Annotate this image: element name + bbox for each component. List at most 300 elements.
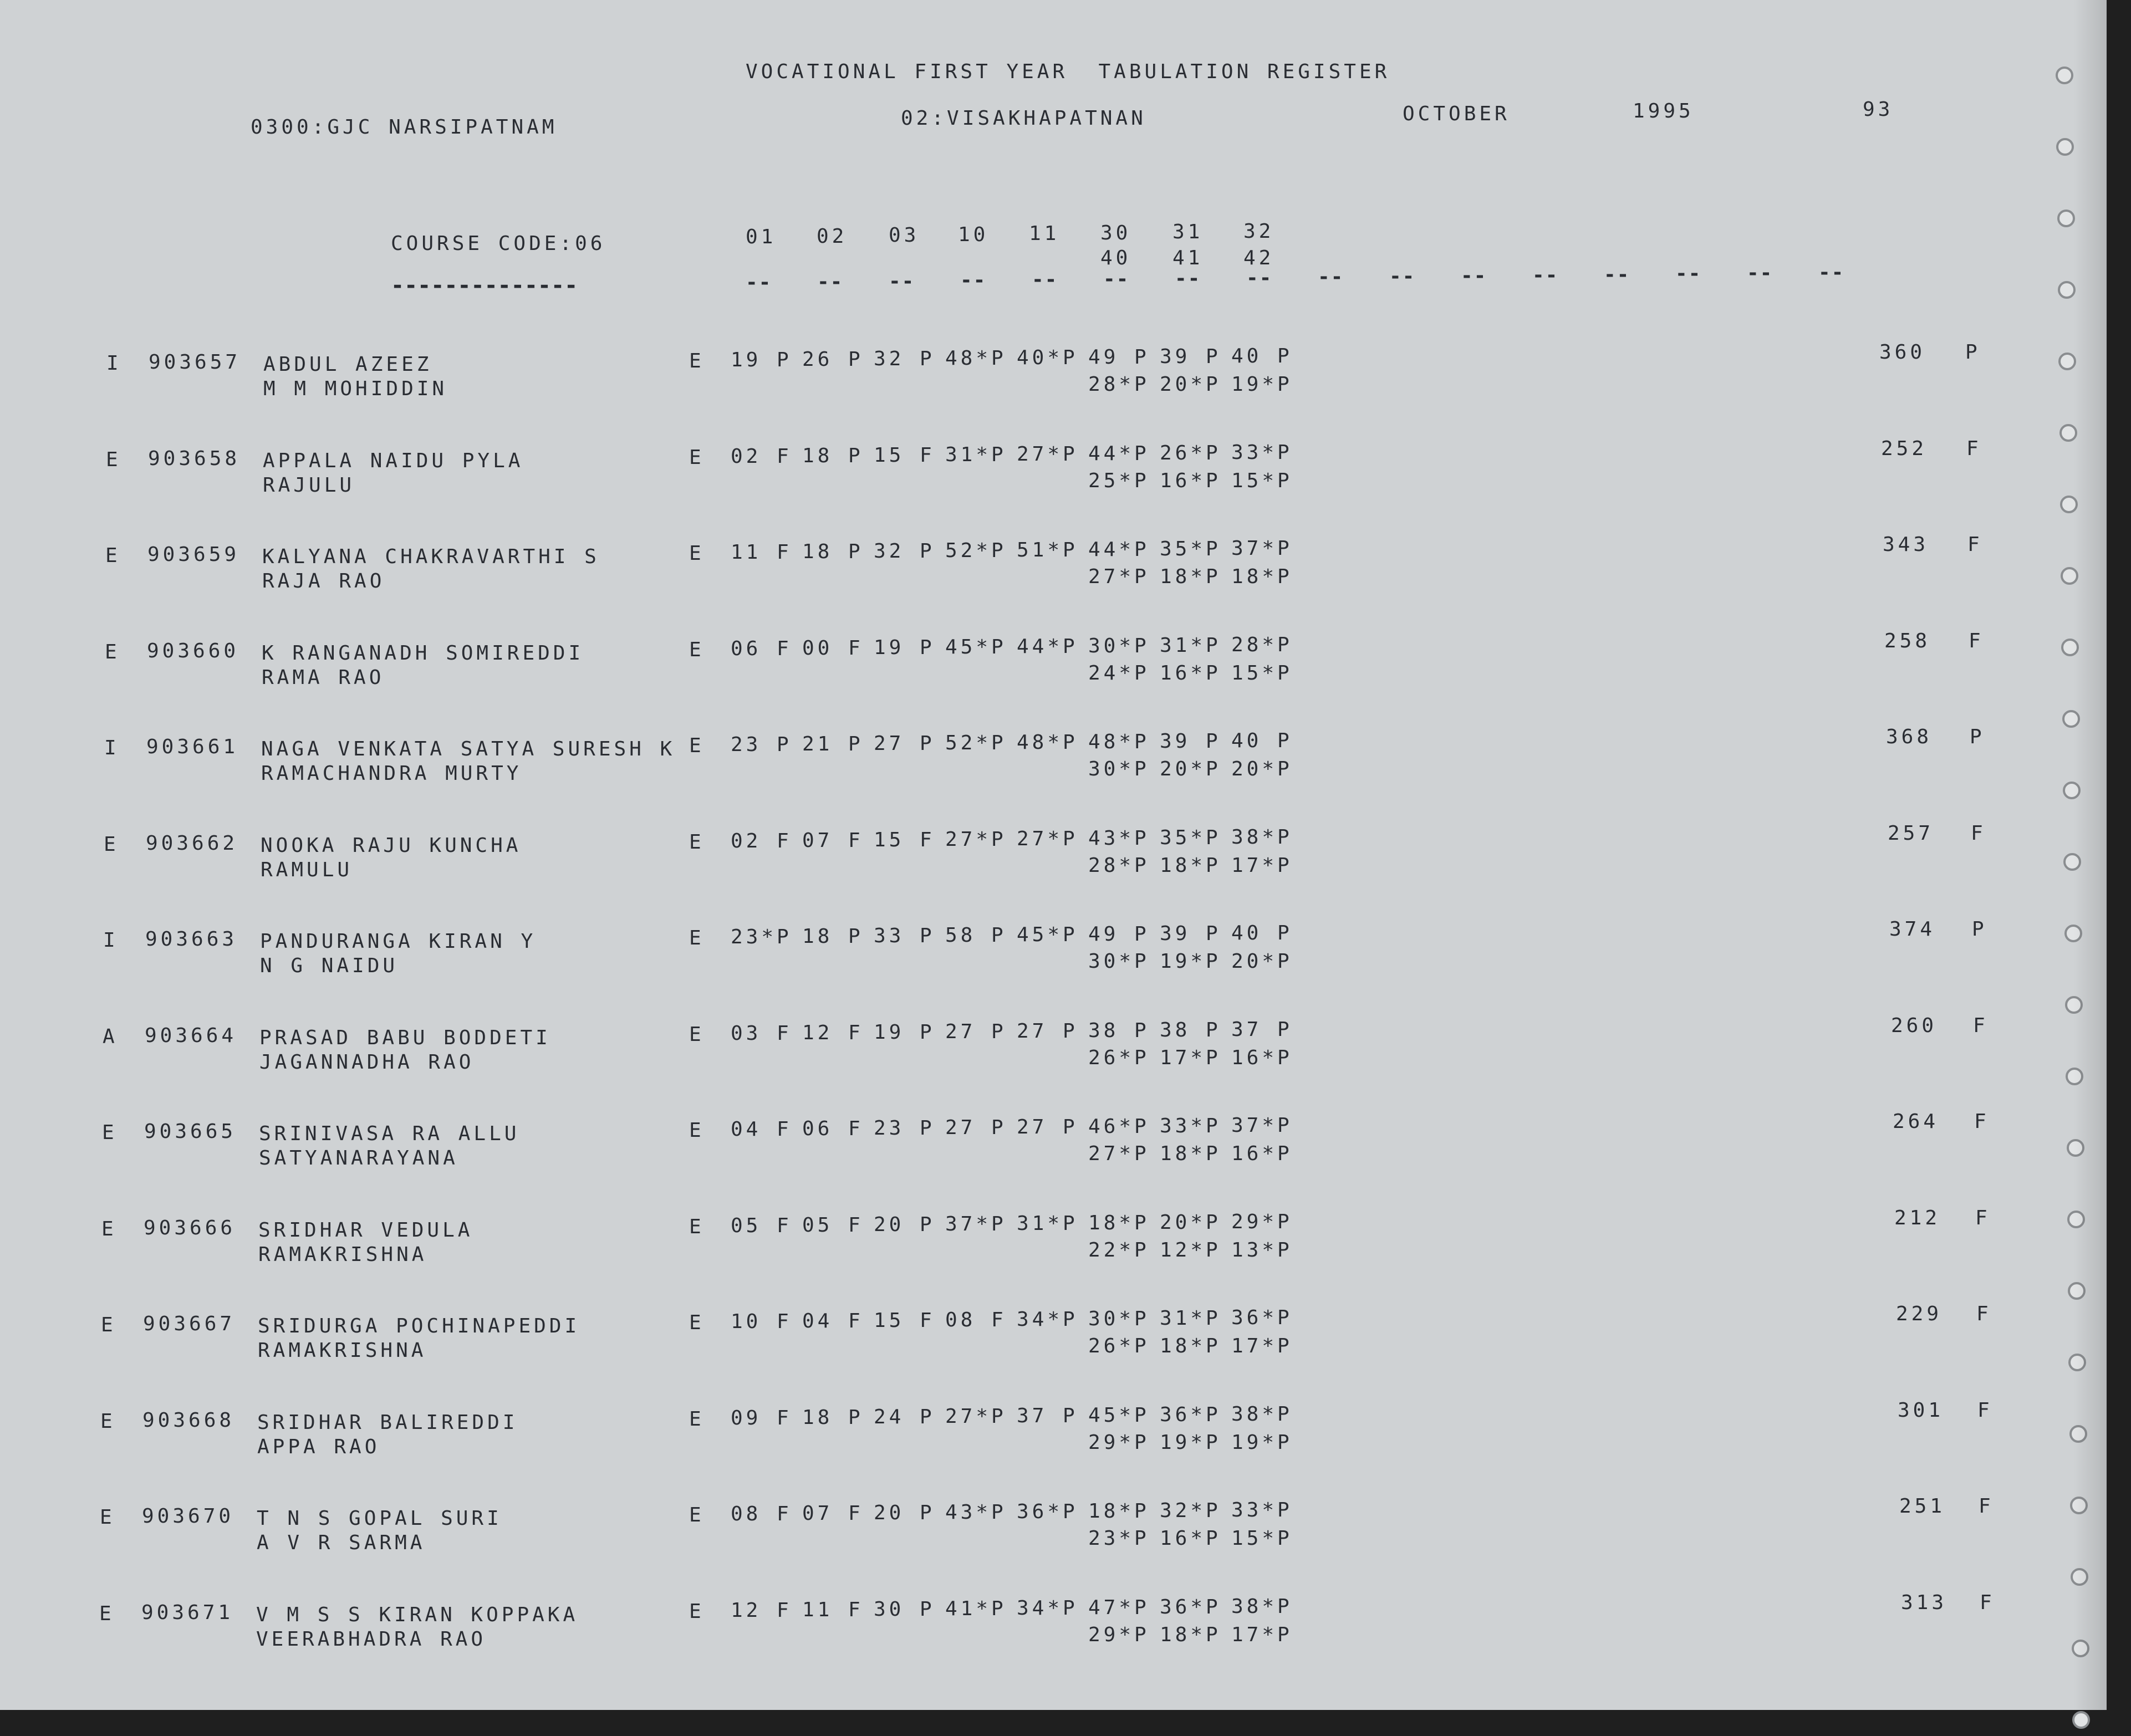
subject-mark-sub: 28*P bbox=[1088, 854, 1150, 877]
student-name: KALYANA CHAKRAVARTHI S bbox=[262, 545, 600, 568]
subject-mark-sub: 15*P bbox=[1231, 661, 1293, 685]
total-marks: 368 bbox=[1886, 726, 1933, 748]
subject-mark-sub: 30*P bbox=[1088, 950, 1150, 973]
total-marks: 252 bbox=[1881, 437, 1928, 460]
total-marks: 258 bbox=[1884, 629, 1931, 652]
sprocket-hole bbox=[2066, 1068, 2083, 1085]
subject-mark-sub: 26*P bbox=[1088, 1335, 1150, 1357]
result-code: F bbox=[1974, 1110, 1990, 1133]
father-name: RAMULU bbox=[261, 858, 353, 881]
column-dash: -- bbox=[889, 269, 915, 293]
father-name: JAGANNADHA RAO bbox=[259, 1050, 475, 1074]
father-name: VEERABHADRA RAO bbox=[256, 1627, 487, 1651]
student-name: PANDURANGA KIRAN Y bbox=[260, 930, 537, 953]
subject-mark: 18 P bbox=[802, 1406, 864, 1429]
subject-mark-sub: 18*P bbox=[1160, 565, 1221, 588]
sprocket-hole bbox=[2059, 424, 2077, 442]
subject-mark: 33 P bbox=[874, 925, 935, 947]
subject-mark-sub: 16*P bbox=[1160, 469, 1221, 492]
subject-mark: 38 P bbox=[1160, 1018, 1221, 1041]
subject-mark: 28*P bbox=[1231, 633, 1293, 656]
subject-mark-sub: 17*P bbox=[1160, 1046, 1221, 1069]
subject-mark: 27 P bbox=[874, 732, 935, 755]
result-code: F bbox=[1967, 533, 1983, 556]
subject-mark: 18 P bbox=[802, 925, 864, 948]
exam-year: 1995 bbox=[1633, 100, 1694, 122]
subject-mark-sub: 17*P bbox=[1231, 1623, 1293, 1646]
total-marks: 257 bbox=[1888, 821, 1934, 845]
medium-code: E bbox=[689, 1119, 705, 1142]
subject-mark: 32 P bbox=[874, 348, 935, 370]
subject-mark: 21 P bbox=[802, 733, 864, 755]
roll-number: 903659 bbox=[147, 543, 240, 566]
result-code: F bbox=[1969, 629, 1984, 652]
subject-mark: 27 P bbox=[1017, 1116, 1078, 1138]
father-name: RAJULU bbox=[263, 473, 355, 497]
father-name: RAJA RAO bbox=[262, 570, 385, 593]
subject-mark: 35*P bbox=[1160, 826, 1221, 849]
student-status: E bbox=[104, 833, 119, 856]
student-row bbox=[0, 1591, 2107, 1666]
subject-mark: 27*P bbox=[945, 1405, 1007, 1428]
subject-mark-sub: 27*P bbox=[1088, 565, 1150, 588]
sprocket-hole bbox=[2060, 496, 2078, 513]
subject-mark-sub: 29*P bbox=[1088, 1431, 1150, 1454]
student-status: A bbox=[103, 1025, 118, 1048]
subject-mark: 26 P bbox=[802, 348, 864, 371]
student-row bbox=[0, 726, 2107, 800]
student-row bbox=[0, 1206, 2107, 1281]
subject-mark: 49 P bbox=[1088, 346, 1150, 369]
medium-code: E bbox=[689, 1600, 705, 1623]
column-dash: -- bbox=[1318, 265, 1344, 289]
subject-mark: 19 P bbox=[874, 1020, 935, 1044]
subject-mark-sub: 15*P bbox=[1231, 1527, 1293, 1550]
subject-mark: 36*P bbox=[1231, 1306, 1293, 1329]
subject-mark: 30*P bbox=[1088, 1308, 1150, 1330]
subject-mark: 27*P bbox=[1017, 442, 1078, 466]
roll-number: 903670 bbox=[142, 1505, 234, 1528]
column-subcode: 40 bbox=[1100, 247, 1131, 269]
subject-mark-sub: 16*P bbox=[1231, 1046, 1293, 1069]
subject-mark: 27 P bbox=[945, 1020, 1007, 1043]
student-name: SRINIVASA RA ALLU bbox=[259, 1122, 520, 1145]
subject-mark: 40 P bbox=[1231, 345, 1293, 367]
sprocket-hole bbox=[2068, 1282, 2086, 1300]
medium-code: E bbox=[689, 734, 705, 757]
sprocket-hole bbox=[2067, 1211, 2085, 1228]
column-code: 03 bbox=[889, 224, 920, 247]
medium-code: E bbox=[689, 830, 705, 854]
subject-mark: 45*P bbox=[945, 635, 1007, 658]
column-code: 10 bbox=[958, 223, 989, 246]
subject-mark: 32 P bbox=[874, 540, 935, 563]
column-dash: -- bbox=[1675, 262, 1702, 285]
subject-mark-sub: 19*P bbox=[1231, 373, 1293, 396]
sprocket-hole bbox=[2068, 1354, 2086, 1371]
subject-mark: 52*P bbox=[945, 732, 1007, 754]
medium-code: E bbox=[689, 927, 705, 949]
student-row bbox=[0, 629, 2107, 704]
sprocket-hole bbox=[2061, 639, 2079, 656]
subject-mark: 27 P bbox=[1017, 1019, 1078, 1043]
roll-number: 903662 bbox=[146, 831, 238, 855]
subject-mark: 19 P bbox=[731, 349, 792, 371]
subject-mark: 35*P bbox=[1160, 538, 1221, 560]
subject-mark-sub: 22*P bbox=[1088, 1238, 1150, 1262]
college-code: 0300:GJC NARSIPATNAM bbox=[251, 116, 558, 139]
subject-mark: 19 P bbox=[874, 636, 935, 659]
subject-mark: 02 F bbox=[731, 829, 792, 852]
subject-mark-sub: 20*P bbox=[1160, 758, 1221, 780]
total-marks: 360 bbox=[1879, 341, 1926, 364]
subject-mark: 27*P bbox=[945, 828, 1007, 851]
student-name: SRIDHAR BALIREDDI bbox=[257, 1411, 518, 1434]
roll-number: 903666 bbox=[144, 1216, 236, 1239]
father-name: M M MOHIDDIN bbox=[263, 377, 448, 400]
column-dash: -- bbox=[817, 270, 844, 293]
medium-code: E bbox=[689, 1407, 705, 1431]
subject-mark: 07 F bbox=[802, 829, 864, 852]
subject-mark: 38*P bbox=[1231, 1595, 1293, 1618]
student-status: E bbox=[105, 640, 120, 663]
student-row bbox=[0, 533, 2107, 608]
subject-mark: 30*P bbox=[1088, 634, 1150, 657]
student-row bbox=[0, 1398, 2107, 1474]
subject-mark: 38*P bbox=[1231, 1402, 1293, 1426]
subject-mark: 18 P bbox=[802, 444, 864, 467]
subject-mark-sub: 18*P bbox=[1160, 1335, 1221, 1357]
subject-mark-sub: 13*P bbox=[1231, 1238, 1293, 1262]
total-marks: 313 bbox=[1901, 1591, 1948, 1614]
student-name: SRIDURGA POCHINAPEDDI bbox=[258, 1315, 580, 1337]
student-name: PRASAD BABU BODDETI bbox=[259, 1026, 551, 1049]
subject-mark: 47*P bbox=[1088, 1596, 1150, 1619]
subject-mark: 04 F bbox=[731, 1118, 792, 1141]
subject-mark: 12 F bbox=[731, 1599, 792, 1622]
student-status: E bbox=[100, 1506, 115, 1529]
subject-mark: 23*P bbox=[731, 926, 792, 948]
subject-mark: 31*P bbox=[945, 443, 1007, 466]
subject-mark-sub: 30*P bbox=[1088, 758, 1150, 780]
column-dash: -- bbox=[1461, 264, 1487, 287]
column-dash: -- bbox=[1103, 268, 1130, 290]
student-name: T N S GOPAL SURI bbox=[257, 1507, 502, 1530]
medium-code: E bbox=[689, 1215, 705, 1238]
subject-mark: 29*P bbox=[1231, 1210, 1293, 1233]
student-status: E bbox=[105, 544, 121, 567]
medium-code: E bbox=[689, 1311, 705, 1334]
father-name: APPA RAO bbox=[257, 1435, 380, 1458]
subject-mark: 40 P bbox=[1231, 729, 1293, 752]
subject-mark: 32*P bbox=[1160, 1499, 1221, 1522]
subject-mark: 15 F bbox=[874, 443, 935, 467]
subject-mark: 10 F bbox=[731, 1310, 792, 1333]
result-code: F bbox=[1966, 437, 1982, 460]
column-dash: -- bbox=[1818, 261, 1845, 284]
subject-mark: 36*P bbox=[1017, 1500, 1078, 1523]
father-name: RAMAKRISHNA bbox=[258, 1339, 427, 1362]
column-dash: -- bbox=[1604, 263, 1630, 286]
total-marks: 301 bbox=[1898, 1398, 1944, 1422]
subject-mark: 26*P bbox=[1160, 441, 1221, 464]
subject-mark: 15 F bbox=[874, 1309, 935, 1332]
father-name: RAMA RAO bbox=[262, 666, 385, 689]
subject-mark: 20 P bbox=[874, 1213, 935, 1236]
student-row bbox=[0, 1110, 2107, 1185]
student-row bbox=[0, 1303, 2107, 1377]
medium-code: E bbox=[689, 1023, 705, 1046]
subject-mark: 27 P bbox=[945, 1116, 1007, 1139]
subject-mark: 06 F bbox=[731, 637, 792, 660]
subject-mark-sub: 17*P bbox=[1231, 854, 1293, 877]
student-name: V M S S KIRAN KOPPAKA bbox=[256, 1603, 579, 1626]
subject-mark: 30 P bbox=[874, 1597, 935, 1621]
subject-mark: 08 F bbox=[731, 1503, 792, 1525]
roll-number: 903668 bbox=[142, 1408, 235, 1432]
exam-month: OCTOBER bbox=[1403, 103, 1510, 125]
roll-number: 903661 bbox=[146, 736, 239, 758]
subject-mark: 34*P bbox=[1017, 1308, 1078, 1331]
subject-mark-sub: 18*P bbox=[1160, 854, 1221, 877]
subject-mark: 33*P bbox=[1231, 1499, 1293, 1521]
father-name: N G NAIDU bbox=[260, 954, 399, 977]
subject-mark: 31*P bbox=[1017, 1212, 1078, 1235]
total-marks: 260 bbox=[1891, 1014, 1938, 1037]
subject-mark: 27*P bbox=[1017, 827, 1078, 850]
subject-mark: 06 F bbox=[802, 1117, 864, 1140]
subject-mark: 11 F bbox=[731, 541, 792, 564]
subject-mark: 36*P bbox=[1160, 1403, 1221, 1426]
student-row bbox=[0, 821, 2107, 897]
sprocket-hole bbox=[2058, 281, 2076, 299]
medium-code: E bbox=[689, 350, 705, 372]
student-status: E bbox=[100, 1410, 116, 1433]
subject-mark-sub: 16*P bbox=[1160, 1527, 1221, 1550]
subject-mark: 33*P bbox=[1160, 1115, 1221, 1137]
column-code: 11 bbox=[1029, 222, 1060, 245]
student-name: ABDUL AZEEZ bbox=[263, 353, 432, 376]
result-code: P bbox=[1970, 726, 1985, 748]
subject-mark: 00 F bbox=[802, 636, 864, 660]
column-dash: -- bbox=[1032, 268, 1058, 292]
subject-mark-sub: 20*P bbox=[1231, 758, 1293, 780]
medium-code: E bbox=[689, 1504, 705, 1526]
register-title: VOCATIONAL FIRST YEAR TABULATION REGISTER bbox=[746, 60, 1390, 83]
result-code: F bbox=[1973, 1014, 1989, 1037]
subject-mark: 58 P bbox=[945, 924, 1007, 947]
subject-mark: 38*P bbox=[1231, 825, 1293, 849]
column-subcode: 42 bbox=[1243, 247, 1274, 269]
father-name: RAMAKRISHNA bbox=[258, 1243, 427, 1266]
result-code: F bbox=[1975, 1206, 1991, 1229]
student-name: SRIDHAR VEDULA bbox=[258, 1218, 473, 1242]
sprocket-hole bbox=[2057, 210, 2075, 227]
sprocket-hole bbox=[2063, 782, 2081, 799]
subject-mark: 40*P bbox=[1017, 346, 1078, 369]
student-status: E bbox=[99, 1602, 115, 1625]
sprocket-hole bbox=[2072, 1640, 2089, 1657]
subject-mark-sub: 20*P bbox=[1160, 373, 1221, 396]
subject-mark: 45*P bbox=[1017, 923, 1078, 946]
page-number: 93 bbox=[1863, 98, 1894, 121]
roll-number: 903660 bbox=[147, 639, 239, 662]
subject-mark: 20*P bbox=[1160, 1211, 1221, 1234]
student-name: NOOKA RAJU KUNCHA bbox=[261, 834, 522, 857]
subject-mark: 34*P bbox=[1017, 1596, 1078, 1620]
subject-mark: 08 F bbox=[945, 1309, 1007, 1331]
subject-mark: 44*P bbox=[1088, 442, 1150, 465]
total-marks: 264 bbox=[1893, 1110, 1939, 1133]
result-code: F bbox=[1976, 1303, 1992, 1325]
roll-number: 903664 bbox=[145, 1024, 237, 1047]
student-row bbox=[0, 437, 2107, 512]
subject-mark: 38 P bbox=[1088, 1019, 1150, 1042]
student-status: I bbox=[103, 929, 119, 952]
column-code: 32 bbox=[1243, 219, 1274, 243]
student-status: E bbox=[106, 448, 121, 471]
column-subcode: 41 bbox=[1172, 247, 1204, 269]
subject-mark: 48*P bbox=[1017, 731, 1078, 754]
student-status: E bbox=[102, 1121, 118, 1144]
sprocket-hole bbox=[2062, 710, 2080, 728]
sprocket-hole bbox=[2070, 1497, 2088, 1514]
roll-number: 903663 bbox=[145, 928, 238, 951]
subject-mark: 18 P bbox=[802, 540, 864, 563]
subject-mark: 46*P bbox=[1088, 1115, 1150, 1138]
sprocket-hole bbox=[2071, 1568, 2088, 1586]
subject-mark: 39 P bbox=[1160, 922, 1221, 945]
subject-mark: 23 P bbox=[874, 1117, 935, 1140]
sprocket-hole bbox=[2072, 1711, 2090, 1729]
subject-mark-sub: 26*P bbox=[1088, 1046, 1150, 1069]
result-code: F bbox=[1980, 1591, 1995, 1614]
subject-mark: 41*P bbox=[945, 1597, 1007, 1620]
subject-mark: 09 F bbox=[731, 1406, 792, 1429]
subject-mark-sub: 27*P bbox=[1088, 1142, 1150, 1165]
subject-mark: 23 P bbox=[731, 733, 792, 756]
student-name: APPALA NAIDU PYLA bbox=[263, 449, 524, 472]
roll-number: 903665 bbox=[144, 1120, 237, 1143]
total-marks: 212 bbox=[1894, 1206, 1941, 1229]
roll-number: 903657 bbox=[149, 351, 241, 374]
medium-code: E bbox=[689, 638, 705, 661]
sprocket-hole bbox=[2063, 853, 2081, 871]
total-marks: 251 bbox=[1899, 1495, 1946, 1518]
subject-mark-sub: 16*P bbox=[1160, 661, 1221, 685]
subject-mark: 15 F bbox=[874, 828, 935, 851]
student-row bbox=[0, 341, 2107, 416]
result-code: F bbox=[1977, 1398, 1993, 1422]
medium-code: E bbox=[689, 446, 705, 469]
subject-mark: 03 F bbox=[731, 1022, 792, 1045]
student-row bbox=[0, 1495, 2107, 1570]
subject-mark: 18*P bbox=[1088, 1500, 1150, 1523]
roll-number: 903658 bbox=[148, 447, 241, 470]
student-row bbox=[0, 918, 2107, 993]
subject-mark: 40 P bbox=[1231, 922, 1293, 944]
student-name: NAGA VENKATA SATYA SURESH K bbox=[261, 738, 676, 760]
father-name: SATYANARAYANA bbox=[259, 1147, 458, 1170]
sprocket-hole bbox=[2065, 996, 2083, 1014]
subject-mark: 05 F bbox=[802, 1213, 864, 1237]
subject-mark: 43*P bbox=[1088, 826, 1150, 850]
sprocket-hole bbox=[2056, 138, 2074, 156]
subject-mark-sub: 28*P bbox=[1088, 373, 1150, 396]
course-underline: -------------- bbox=[391, 273, 578, 298]
subject-mark: 39 P bbox=[1160, 345, 1221, 368]
sprocket-hole bbox=[2067, 1139, 2084, 1157]
total-marks: 343 bbox=[1883, 533, 1929, 556]
column-dash: -- bbox=[1246, 266, 1273, 289]
subject-mark-sub: 19*P bbox=[1231, 1431, 1293, 1454]
subject-mark: 31*P bbox=[1160, 1307, 1221, 1330]
column-dash: -- bbox=[1175, 267, 1201, 290]
sprocket-hole bbox=[2064, 925, 2082, 942]
subject-mark-sub: 18*P bbox=[1160, 1623, 1221, 1646]
column-dash: -- bbox=[746, 271, 772, 294]
father-name: A V R SARMA bbox=[257, 1531, 426, 1554]
subject-mark-sub: 12*P bbox=[1160, 1238, 1221, 1262]
result-code: P bbox=[1972, 918, 1987, 941]
subject-mark: 48*P bbox=[945, 347, 1007, 370]
subject-mark: 07 F bbox=[802, 1502, 864, 1525]
column-dash: -- bbox=[1532, 263, 1559, 287]
father-name: RAMACHANDRA MURTY bbox=[261, 762, 522, 785]
column-code: 01 bbox=[746, 226, 777, 248]
subject-mark: 24 P bbox=[874, 1405, 935, 1428]
subject-mark: 45*P bbox=[1088, 1403, 1150, 1427]
subject-mark-sub: 18*P bbox=[1160, 1142, 1221, 1165]
student-status: E bbox=[101, 1217, 117, 1240]
subject-mark: 37 P bbox=[1017, 1404, 1078, 1427]
column-code: 30 bbox=[1100, 221, 1131, 244]
subject-mark: 37*P bbox=[1231, 1114, 1293, 1137]
subject-mark-sub: 25*P bbox=[1088, 469, 1150, 492]
result-code: P bbox=[1965, 341, 1981, 364]
result-code: F bbox=[1971, 821, 1986, 845]
subject-mark: 37 P bbox=[1231, 1018, 1293, 1041]
column-dash: -- bbox=[1747, 262, 1773, 285]
subject-mark: 51*P bbox=[1017, 539, 1078, 561]
roll-number: 903667 bbox=[143, 1313, 236, 1335]
subject-mark: 31*P bbox=[1160, 634, 1221, 657]
subject-mark: 11 F bbox=[802, 1598, 864, 1621]
subject-mark: 12 F bbox=[802, 1021, 864, 1044]
student-row bbox=[0, 1014, 2107, 1089]
subject-mark: 33*P bbox=[1231, 441, 1293, 464]
subject-mark-sub: 29*P bbox=[1088, 1623, 1150, 1646]
total-marks: 229 bbox=[1896, 1303, 1943, 1325]
sprocket-hole bbox=[2056, 67, 2073, 84]
subject-mark: 48*P bbox=[1088, 731, 1150, 753]
subject-mark-sub: 20*P bbox=[1231, 950, 1293, 973]
column-code: 31 bbox=[1172, 221, 1204, 243]
subject-mark: 52*P bbox=[945, 539, 1007, 562]
district-code: 02:VISAKHAPATNAN bbox=[901, 107, 1146, 130]
subject-mark-sub: 18*P bbox=[1231, 565, 1293, 588]
subject-mark: 05 F bbox=[731, 1214, 792, 1237]
column-dash: -- bbox=[960, 269, 987, 292]
student-status: I bbox=[106, 352, 122, 375]
column-dash: -- bbox=[1389, 265, 1416, 288]
sprocket-hole bbox=[2061, 567, 2078, 585]
student-name: K RANGANADH SOMIREDDI bbox=[262, 641, 584, 665]
subject-mark: 44*P bbox=[1088, 538, 1150, 561]
subject-mark-sub: 15*P bbox=[1231, 469, 1293, 492]
subject-mark-sub: 24*P bbox=[1088, 661, 1150, 685]
course-code: COURSE CODE:06 bbox=[391, 232, 606, 255]
